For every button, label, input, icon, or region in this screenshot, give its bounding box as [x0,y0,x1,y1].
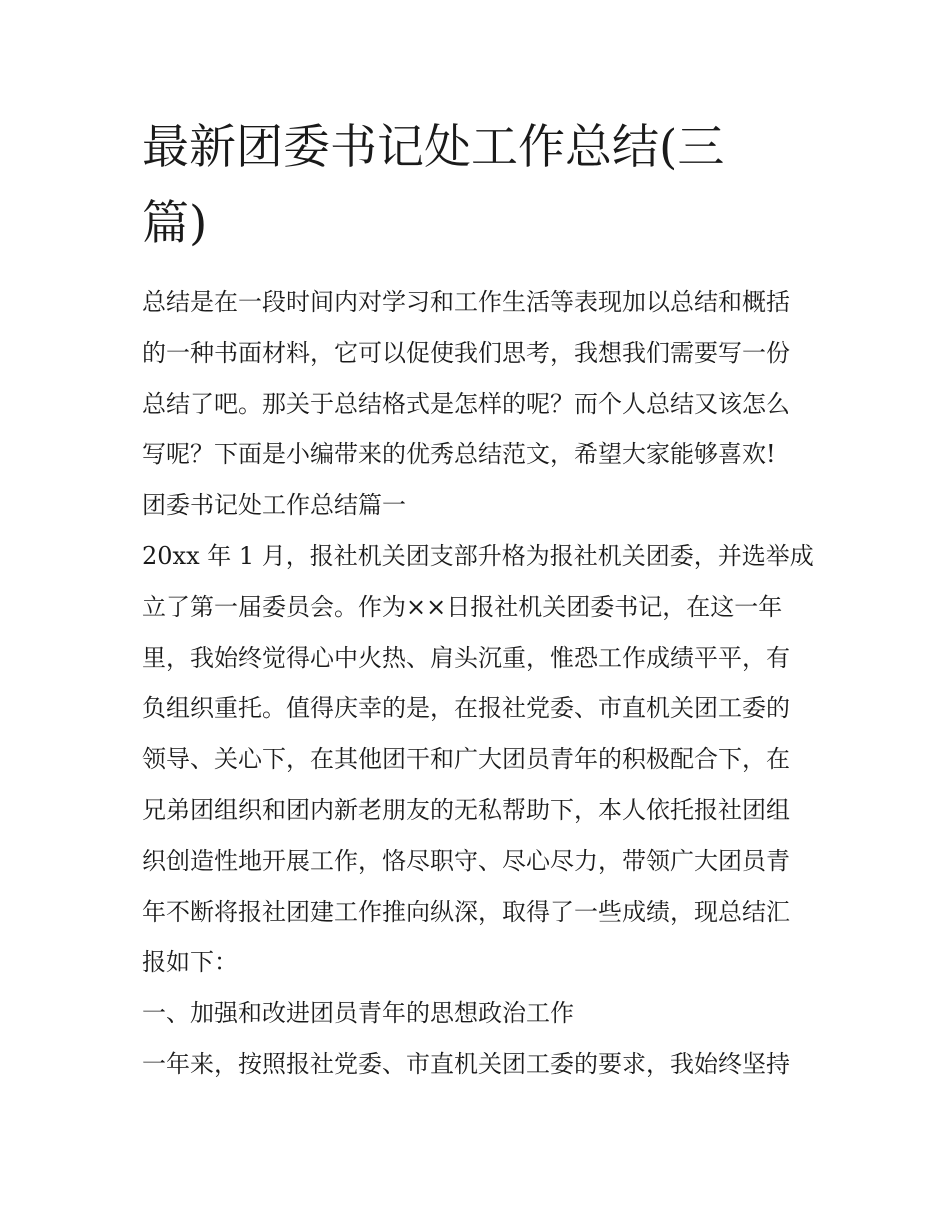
section-heading-part-one: 团委书记处工作总结篇一 [142,491,406,520]
body-line: 总结了吧。那关于总结格式是怎样的呢？而个人总结又该怎么 [142,389,790,418]
body-line: 写呢？下面是小编带来的优秀总结范文，希望大家能够喜欢! [142,440,776,469]
document-body [142,277,814,1090]
subsection-heading-1: 一、加强和改进团员青年的思想政治工作 [142,999,574,1028]
body-line: 领导、关心下，在其他团干和广大团员青年的积极配合下，在 [142,745,790,774]
body-line: 报如下： [142,948,238,977]
body-line: 负组织重托。值得庆幸的是，在报社党委、市直机关团工委的 [142,694,790,723]
body-line: 总结是在一段时间内对学习和工作生活等表现加以总结和概括 [142,288,790,316]
body-line: 的一种书面材料，它可以促使我们思考，我想我们需要写一份 [142,338,790,367]
title-line-2: 篇) [142,196,208,251]
body-line: 年不断将报社团建工作推向纵深，取得了一些成绩，现总结汇 [142,897,790,926]
document-title [142,110,822,262]
body-line: 兄弟团组织和团内新老朋友的无私帮助下，本人依托报社团组 [142,795,790,824]
body-line: 一年来，按照报社党委、市直机关团工委的要求，我始终坚持 [142,1049,790,1078]
title-line-1: 最新团委书记处工作总结(三 [142,120,725,175]
body-line: 里，我始终觉得心中火热、肩头沉重，惟恐工作成绩平平，有 [142,643,790,672]
body-line: 20xx 年 1 月，报社机关团支部升格为报社机关团委，并选举成 [142,541,814,570]
body-line: 织创造性地开展工作，恪尽职守、尽心尽力，带领广大团员青 [142,846,790,875]
body-line: 立了第一届委员会。作为××日报社机关团委书记，在这一年 [142,592,783,621]
